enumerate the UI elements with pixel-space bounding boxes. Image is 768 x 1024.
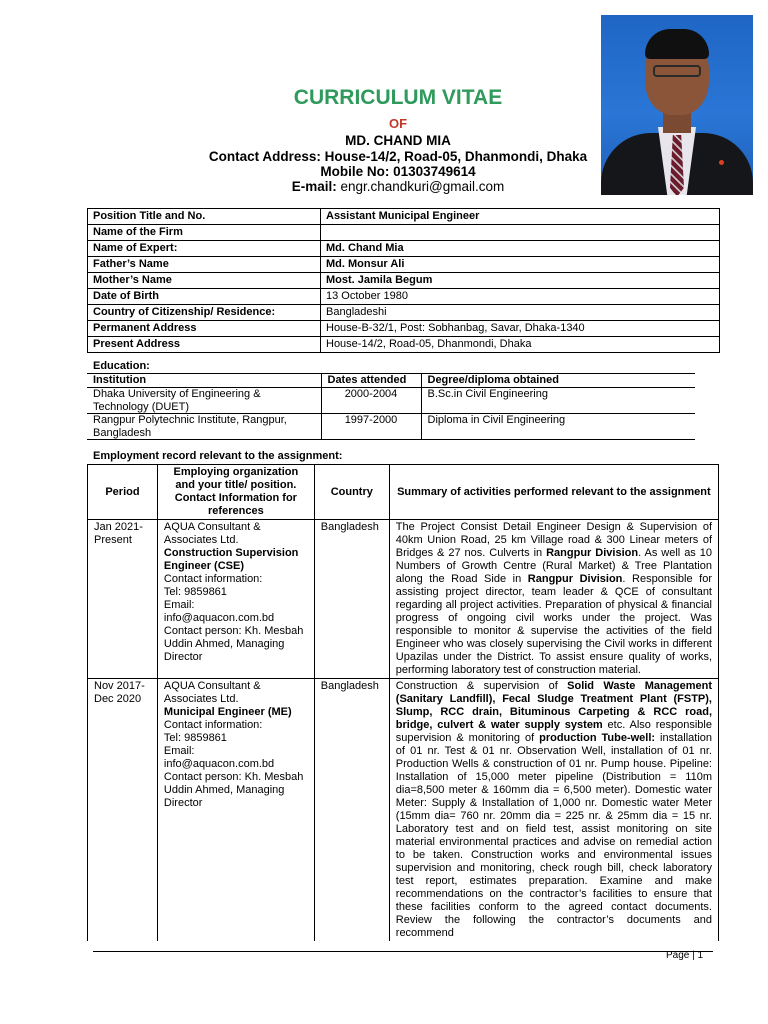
emp-summary-segment: Rangpur Division: [546, 547, 639, 559]
emp-period: Jan 2021-Present: [88, 520, 158, 679]
email-label: E-mail:: [291, 179, 337, 194]
candidate-name: MD. CHAND MIA: [345, 133, 451, 148]
emp-summary-segment: installation of 01 nr. Test & 01 nr. Observation Well, installation of 01 nr. Production Wells & construction of 01 nr. Pump house. Pipeline: Installation of 15,000 meter pipeline (Distribution = 110m dia=8,500 meter & 160mm dia = 6,500 meter). Domestic water Meter: Supply & Installation of 1,000 nr. Domestic water Meter (15mm dia= 760 nr. 20mm dia = 225 nr. & 25mm dia = 15 nr. Laboratory test and on field test, assist monitoring on site material environmental practices and advise on remedial action to be taken. Construction works and environmental issues supervision and monitoring, check rough bill, check laboratory test report, estimates preparation. Examine and make recommendations on the contractor’s facilities to ensure that these facilities conform to the agreed contact documents. Review the following the contractor’s documents and recommend: [395, 732, 713, 939]
info-value: House-14/2, Road-05, Dhanmondi, Dhaka: [321, 337, 720, 353]
edu-header-degree: Degree/diploma obtained: [421, 374, 695, 388]
table-row: [87, 414, 695, 440]
table-row: [88, 679, 719, 942]
education-label: Education:: [93, 360, 150, 372]
emp-tel: Tel: 9859861: [163, 586, 227, 598]
employment-label: Employment record relevant to the assignment:: [93, 450, 343, 462]
emp-email-label: Email:: [163, 599, 195, 611]
info-key: Father’s Name: [88, 257, 321, 273]
email-value: engr.chandkuri@gmail.com: [340, 179, 505, 194]
info-value: Md. Monsur Ali: [321, 257, 720, 273]
table-row: [88, 321, 720, 337]
emp-org-name: AQUA Consultant & Associates Ltd.: [163, 521, 261, 546]
info-key: Permanent Address: [88, 321, 321, 337]
table-row: [88, 337, 720, 353]
emp-summary-segment: . As well as 10 Numbers of Growth Centre (Rural Market) & Tree Plantation along the Road Side in: [395, 547, 712, 585]
info-value: 13 October 1980: [321, 289, 720, 305]
emp-country: Bangladesh: [314, 520, 389, 679]
emp-header-organization: Employing organization and your title/ position. Contact Information for references: [157, 465, 314, 520]
edu-header-dates: Dates attended: [321, 374, 421, 388]
edu-dates: 1997-2000: [321, 414, 421, 440]
edu-header-institution: Institution: [87, 374, 321, 388]
emp-email: info@aquacon.com.bd: [163, 758, 275, 770]
info-key: Date of Birth: [88, 289, 321, 305]
emp-contact-person: Contact person: Kh. Mesbah Uddin Ahmed, Managing Director: [163, 625, 304, 663]
emp-summary-segment: The Project Consist Detail Engineer Design & Supervision of 40km Union Road, 25 km Village road & 300 Linear meters of Bridges & 27 nos. Culverts in: [395, 521, 712, 559]
personal-info-table: [87, 208, 720, 353]
emp-summary: [389, 520, 718, 679]
page-number: Page | 1: [666, 950, 704, 961]
document-title: CURRICULUM VITAE: [293, 86, 503, 109]
emp-header-summary: Summary of activities performed relevant to the assignment: [389, 465, 718, 520]
table-row: [88, 225, 720, 241]
emp-contact-person: Contact person: Kh. Mesbah Uddin Ahmed, Managing Director: [163, 771, 304, 809]
edu-degree: Diploma in Civil Engineering: [421, 414, 695, 440]
table-row: [87, 388, 695, 414]
info-key: Position Title and No.: [88, 209, 321, 225]
emp-organization: [157, 679, 314, 942]
emp-contact-label: Contact information:: [163, 573, 263, 585]
emp-summary-segment: production Tube-well:: [539, 732, 656, 744]
emp-org-name: AQUA Consultant & Associates Ltd.: [163, 680, 261, 705]
emp-summary-segment: . Responsible for assisting project director, team leader & QCE of consultant regarding all project activities. Preparation of physical & financial progress of ongoing civil works under the project. Was responsible to monitor & supervise the activities of the field Engineer who was closely supervising the Civil works in different Upazilas under the District. To assist ensure quality of works, performing laboratory test of construction material.: [395, 573, 712, 676]
emp-email-label: Email:: [163, 745, 195, 757]
edu-institution: Rangpur Polytechnic Institute, Rangpur, Bangladesh: [87, 414, 321, 440]
emp-country: Bangladesh: [314, 679, 389, 942]
edu-degree: B.Sc.in Civil Engineering: [421, 388, 695, 414]
emp-contact-label: Contact information:: [163, 719, 263, 731]
contact-address: Contact Address: House-14/2, Road-05, Dhanmondi, Dhaka: [208, 149, 588, 164]
table-row: [88, 257, 720, 273]
emp-summary-segment: Rangpur Division: [527, 573, 623, 585]
info-value: Assistant Municipal Engineer: [321, 209, 720, 225]
info-value: Md. Chand Mia: [321, 241, 720, 257]
table-row: [88, 273, 720, 289]
email-line: [0, 179, 768, 194]
title-of: OF: [388, 116, 408, 131]
info-key: Name of the Firm: [88, 225, 321, 241]
info-value: Most. Jamila Begum: [321, 273, 720, 289]
emp-summary-segment: etc. Also responsible supervision & monitoring of: [395, 719, 712, 744]
table-row: [88, 520, 719, 679]
emp-summary-segment: Construction & supervision of: [395, 680, 568, 692]
table-row: [88, 305, 720, 321]
education-table: [87, 373, 695, 440]
table-row: [88, 241, 720, 257]
info-value: Bangladeshi: [321, 305, 720, 321]
emp-summary-segment: Solid Waste Management (Sanitary Landfill), Fecal Sludge Treatment Plant (FSTP), Slump, RCC drain, Bituminous Carpeting & RCC road, bridge, culvert & water supply system: [395, 680, 712, 731]
table-row: [88, 289, 720, 305]
emp-tel: Tel: 9859861: [163, 732, 227, 744]
info-key: Present Address: [88, 337, 321, 353]
emp-email: info@aquacon.com.bd: [163, 612, 275, 624]
info-value: House-B-32/1, Post: Sobhanbag, Savar, Dhaka-1340: [321, 321, 720, 337]
emp-header-period: Period: [88, 465, 158, 520]
mobile-number: Mobile No: 01303749614: [320, 164, 476, 179]
employment-table: [87, 464, 719, 941]
emp-header-country: Country: [314, 465, 389, 520]
info-key: Name of Expert:: [88, 241, 321, 257]
emp-summary: [389, 679, 718, 942]
info-value: [321, 225, 720, 241]
edu-dates: 2000-2004: [321, 388, 421, 414]
footer-divider: [93, 951, 713, 952]
info-key: Country of Citizenship/ Residence:: [88, 305, 321, 321]
table-row: [88, 209, 720, 225]
emp-position-title: Municipal Engineer (ME): [163, 706, 292, 718]
emp-organization: [157, 520, 314, 679]
edu-institution: Dhaka University of Engineering & Technology (DUET): [87, 388, 321, 414]
emp-position-title: Construction Supervision Engineer (CSE): [163, 547, 299, 572]
emp-period: Nov 2017-Dec 2020: [88, 679, 158, 942]
info-key: Mother’s Name: [88, 273, 321, 289]
